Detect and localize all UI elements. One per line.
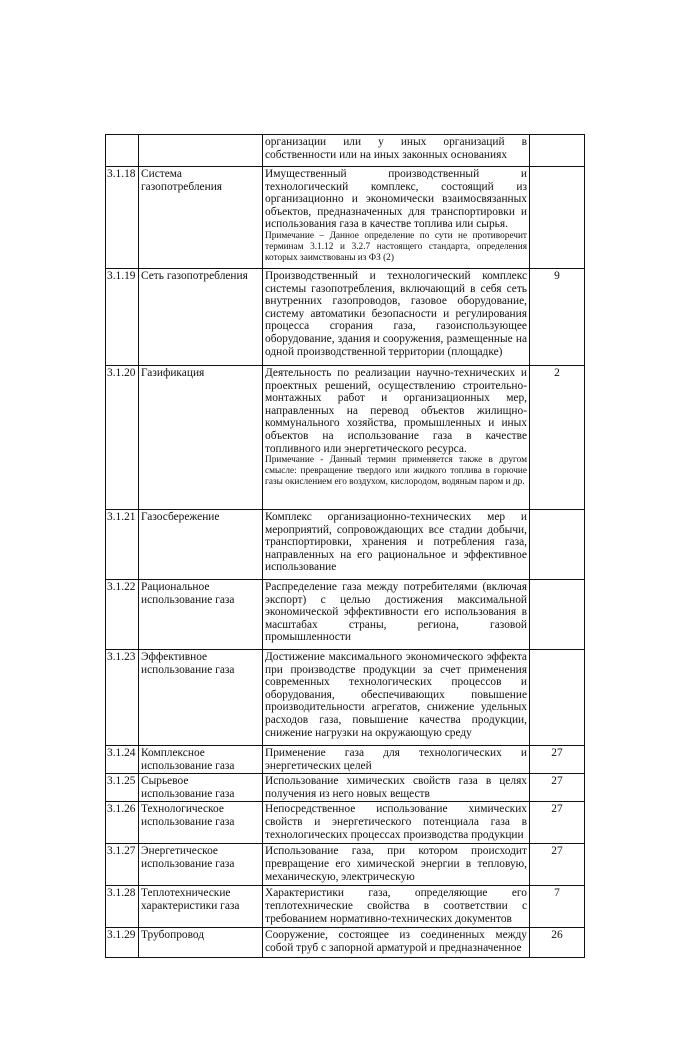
definition-text: Производственный и технологический комплекс системы газопотребления, включающий в себя сеть внутренних газопроводов, газовое оборудование, систему автоматики безопасности и регулирования процесса сгорания газа, газоиспользующее оборудование, здания и сооружения, размещенные на одной производственной территории (площадке) [265,270,527,358]
source-ref [530,650,585,746]
table-row [106,802,585,844]
table-row [106,510,585,580]
definition-text: Имущественный производственный и технологический комплекс, состоящий из организационно и экономически взаимосвязанных объектов, предназначенных для транспортировки и использования газа в качестве топлива или сырья. [265,168,527,231]
table-row [106,746,585,774]
term-name: Газификация [139,366,263,510]
table-row [106,366,585,510]
term-number: 3.1.22 [106,580,139,650]
source-ref [530,167,585,269]
definition-text: Использование химических свойств газа в целях получения из него новых веществ [265,775,527,800]
terms-table-page [105,134,584,958]
term-name: Комплексное использование газа [139,746,263,774]
term-name: Энергетическое использование газа [139,844,263,886]
definition-text: Достижение максимального экономического эффекта при производстве продукции за счет применения современных технологических процессов и оборудования, обеспечивающих повышение производительности агрегатов, снижение удельных расходов газа, повышение качества продукции, снижение нагрузки на окружающую среду [265,651,527,739]
term-definition [263,269,530,366]
terms-table [105,134,585,958]
term-definition [263,135,530,167]
term-definition [263,167,530,269]
source-ref: 26 [530,928,585,958]
term-name: Эффективное использование газа [139,650,263,746]
source-ref: 2 [530,366,585,510]
definition-text: Распределение газа между потребителями (включая экспорт) с целью достижения максимальной экономической эффективности его использования в масштабах страны, региона, газовой промышленности [265,581,527,644]
term-name: Сеть газопотребления [139,269,263,366]
term-name [139,135,263,167]
table-row [106,580,585,650]
table-row [106,886,585,928]
term-name: Технологическое использование газа [139,802,263,844]
term-number: 3.1.19 [106,269,139,366]
term-definition [263,580,530,650]
source-ref [530,510,585,580]
definition-text: Использование газа, при котором происходит превращение его химической энергии в тепловую, механическую, электрическую [265,845,527,883]
table-row [106,167,585,269]
term-number: 3.1.27 [106,844,139,886]
table-row [106,928,585,958]
table-row [106,269,585,366]
term-number: 3.1.28 [106,886,139,928]
source-ref: 27 [530,844,585,886]
term-number: 3.1.23 [106,650,139,746]
definition-text: Применение газа для технологических и энергетических целей [265,747,527,772]
table-row [106,650,585,746]
term-number: 3.1.21 [106,510,139,580]
term-name: Рациональное использование газа [139,580,263,650]
term-name: Система газопотребления [139,167,263,269]
definition-text: организации или у иных организаций в собственности или на иных законных основаниях [265,136,527,161]
source-ref: 7 [530,886,585,928]
source-ref [530,580,585,650]
table-row [106,844,585,886]
term-definition [263,802,530,844]
term-definition [263,746,530,774]
term-definition [263,928,530,958]
definition-note: Примечание – Данное определение по сути не противоречит терминам 3.1.12 и 3.2.7 настоящего стандарта, определения которых заимствованы из ФЗ (2) [265,230,527,263]
term-name: Трубопровод [139,928,263,958]
source-ref [530,135,585,167]
source-ref: 27 [530,774,585,802]
term-number: 3.1.24 [106,746,139,774]
term-definition [263,366,530,510]
term-number: 3.1.20 [106,366,139,510]
term-name: Сырьевое использование газа [139,774,263,802]
term-definition [263,650,530,746]
term-definition [263,774,530,802]
term-definition [263,844,530,886]
term-number: 3.1.18 [106,167,139,269]
definition-note: Примечание - Данный термин применяется также в другом смысле: превращение твердого или жидкого топлива в горючие газы окислением его воздухом, кислородом, водяным паром и др. [265,455,527,488]
term-definition [263,886,530,928]
definition-text: Комплекс организационно-технических мер и мероприятий, сопровождающих все стадии добычи, транспортировки, хранения и потребления газа, направленных на его рациональное и эффективное использование [265,511,527,574]
table-row [106,135,585,167]
term-definition [263,510,530,580]
term-number: 3.1.26 [106,802,139,844]
term-name: Газосбережение [139,510,263,580]
source-ref: 9 [530,269,585,366]
term-name: Теплотехнические характеристики газа [139,886,263,928]
term-number: 3.1.29 [106,928,139,958]
source-ref: 27 [530,746,585,774]
definition-text: Деятельность по реализации научно-технических и проектных решений, осуществлению строительно-монтажных работ и организационных мер, направленных на перевод объектов жилищно-коммунального хозяйства, промышленных и иных объектов на использование газа в качестве топливного или энергетического ресурса. [265,367,527,455]
table-row [106,774,585,802]
definition-text: Непосредственное использование химических свойств и энергетического потенциала газа в технологических процессах производства продукции [265,803,527,841]
term-number: 3.1.25 [106,774,139,802]
definition-text: Характеристики газа, определяющие его теплотехнические свойства в соответствии с требованием нормативно-технических документов [265,887,527,925]
source-ref: 27 [530,802,585,844]
definition-text: Сооружение, состоящее из соединенных между собой труб с запорной арматурой и предназначенное [265,929,527,954]
term-number [106,135,139,167]
